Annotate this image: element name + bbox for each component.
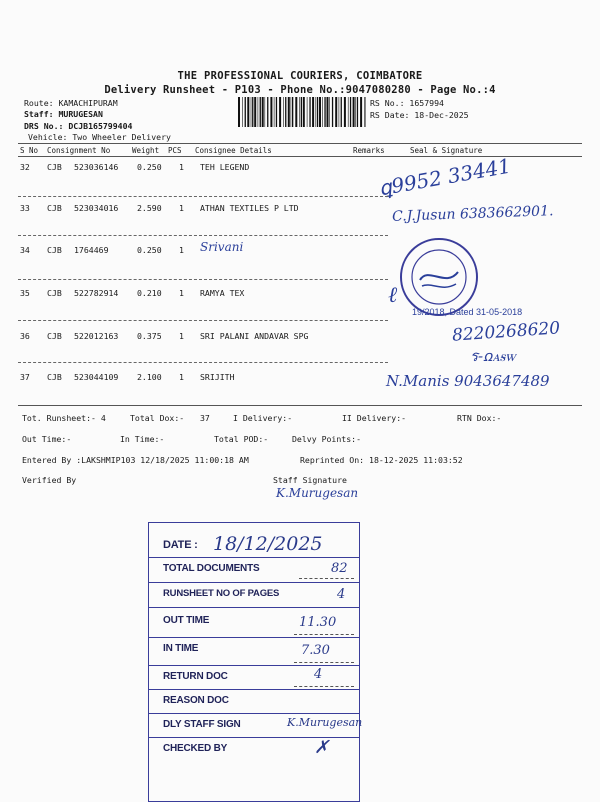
- stamp-dash: [299, 578, 354, 579]
- row-pcs: 1: [179, 245, 184, 255]
- row-prefix: CJB: [47, 162, 62, 172]
- row-sno: 32: [20, 162, 30, 172]
- stamp-label: RUNSHEET NO OF PAGES: [163, 588, 280, 599]
- stamp-label: TOTAL DOCUMENTS: [163, 563, 260, 574]
- stamp-label: DLY STAFF SIGN: [163, 719, 241, 730]
- row-consignment: 522012163: [74, 331, 119, 341]
- row-consignment: 522782914: [74, 288, 119, 298]
- row-consignee: SRIJITH: [200, 372, 235, 382]
- vehicle-text: Vehicle: Two Wheeler Delivery: [28, 132, 171, 142]
- stamped-text: 19/2018, Dated 31-05-2018: [412, 307, 523, 317]
- row-prefix: CJB: [47, 331, 62, 341]
- row-pcs: 1: [179, 203, 184, 213]
- row-prefix: CJB: [47, 245, 62, 255]
- drs-number: DRS No.: DCJB165799404: [24, 121, 133, 131]
- handwritten-name: Srivani: [200, 240, 244, 254]
- row-prefix: CJB: [47, 288, 62, 298]
- stamp-value: 11.30: [299, 615, 337, 630]
- rtn-dox: RTN Dox:-: [457, 413, 502, 423]
- handwritten-phone: 8220268620: [451, 318, 561, 346]
- verified-by: Verified By: [22, 475, 77, 485]
- stamp-rule: [149, 582, 359, 583]
- route-text: Route: KAMACHIPURAM: [24, 98, 118, 108]
- stamp-date-label: DATE :: [163, 539, 198, 551]
- row-divider: [18, 362, 388, 363]
- row-weight: 0.250: [137, 245, 162, 255]
- row-consignment: 1764469: [74, 245, 109, 255]
- stamp-value: K.Murugesan: [287, 716, 363, 729]
- stamp-checked-mark: ✗: [314, 737, 330, 758]
- out-time: Out Time:-: [22, 434, 72, 444]
- stamp-label: IN TIME: [163, 643, 199, 654]
- in-time: In Time:-: [120, 434, 165, 444]
- table-bottom-rule: [18, 405, 582, 406]
- total-pod: Total POD:-: [214, 434, 269, 444]
- stamp-value: 4: [337, 587, 346, 602]
- delivery-stamp: [148, 522, 363, 802]
- handwritten-phone: 9952 33441: [389, 153, 513, 199]
- row-divider: [18, 235, 388, 236]
- row-consignee: ATHAN TEXTILES P LTD: [200, 203, 299, 213]
- stamp-dash: [294, 686, 354, 687]
- row-pcs: 1: [179, 331, 184, 341]
- row-sno: 37: [20, 372, 30, 382]
- row-weight: 0.250: [137, 162, 162, 172]
- stamp-value: 4: [314, 667, 323, 682]
- col-pcs: PCS: [168, 146, 182, 155]
- row-sno: 34: [20, 245, 30, 255]
- col-weight: Weight: [132, 146, 160, 155]
- row-consignee: TEH LEGEND: [200, 162, 250, 172]
- row-consignee: RAMYA TEX: [200, 288, 245, 298]
- row-weight: 0.375: [137, 331, 162, 341]
- runsheet-title: Delivery Runsheet - P103 - Phone No.:9047080280 - Page No.:4: [104, 84, 496, 96]
- col-sno: S No: [20, 146, 39, 155]
- row-sno: 36: [20, 331, 30, 341]
- delvy-points: Delvy Points:-: [292, 434, 362, 444]
- staff-signature: K.Murugesan: [276, 486, 359, 500]
- stamp-value: 7.30: [301, 643, 330, 658]
- staff-signature-label: Staff Signature: [273, 475, 347, 485]
- total-dox-label: Total Dox:-: [130, 413, 185, 423]
- stamp-label: RETURN DOC: [163, 671, 228, 682]
- row-sno: 33: [20, 203, 30, 213]
- table-top-rule: [18, 143, 582, 144]
- row-consignment: 523036146: [74, 162, 119, 172]
- reprinted-on: Reprinted On: 18-12-2025 11:03:52: [300, 455, 463, 465]
- row-sno: 35: [20, 288, 30, 298]
- col-consignee: Consignee Details: [195, 146, 272, 155]
- ii-delivery: II Delivery:-: [342, 413, 407, 423]
- row-weight: 2.100: [137, 372, 162, 382]
- stamp-rule: [149, 713, 359, 714]
- stamp-dash: [294, 662, 354, 663]
- handwritten-signature: ร-ꭥꭺꭶꮃ: [470, 347, 516, 365]
- row-pcs: 1: [179, 372, 184, 382]
- row-divider: [18, 279, 388, 280]
- row-pcs: 1: [179, 162, 184, 172]
- row-consignee: SRI PALANI ANDAVAR SPG: [200, 331, 309, 341]
- row-prefix: CJB: [47, 203, 62, 213]
- stamp-label: OUT TIME: [163, 615, 210, 626]
- handwritten-mark: ℓ: [388, 283, 398, 308]
- stamp-label: CHECKED BY: [163, 743, 228, 754]
- total-dox-value: 37: [200, 413, 210, 423]
- stamp-rule: [149, 607, 359, 608]
- row-divider: [18, 196, 388, 197]
- stamp-date-value: 18/12/2025: [213, 533, 323, 555]
- entered-by: Entered By :LAKSHMIP103 12/18/2025 11:00:18 AM: [22, 455, 249, 465]
- stamp-rule: [149, 689, 359, 690]
- round-seal-stamp: [398, 236, 480, 318]
- stamp-label: REASON DOC: [163, 695, 229, 706]
- company-title: THE PROFESSIONAL COURIERS, COIMBATORE: [177, 70, 423, 82]
- col-consignment: Consignment No: [47, 146, 111, 155]
- row-consignment: 523034016: [74, 203, 119, 213]
- row-weight: 2.590: [137, 203, 162, 213]
- row-prefix: CJB: [47, 372, 62, 382]
- staff-text: Staff: MURUGESAN: [24, 109, 103, 119]
- tot-runsheet: Tot. Runsheet:- 4: [22, 413, 106, 423]
- handwritten-signature: N.Manis 9043647489: [386, 372, 550, 390]
- barcode-image: [238, 97, 366, 127]
- stamp-dash: [294, 634, 354, 635]
- stamp-value: 82: [331, 561, 348, 576]
- rs-number: RS No.: 1657994: [370, 98, 444, 108]
- row-pcs: 1: [179, 288, 184, 298]
- row-weight: 0.210: [137, 288, 162, 298]
- row-consignment: 523044109: [74, 372, 119, 382]
- row-divider: [18, 320, 388, 321]
- handwritten-signature: C.J.Jusun 6383662901.: [391, 203, 554, 225]
- col-seal: Seal & Signature: [410, 146, 483, 155]
- col-remarks: Remarks: [353, 146, 385, 155]
- handwritten-signature: ꝗ9952 33441: [376, 153, 513, 201]
- i-delivery: I Delivery:-: [233, 413, 293, 423]
- stamp-rule: [149, 557, 359, 558]
- rs-date: RS Date: 18-Dec-2025: [370, 110, 469, 120]
- stamp-rule: [149, 637, 359, 638]
- stamp-rule: [149, 665, 359, 666]
